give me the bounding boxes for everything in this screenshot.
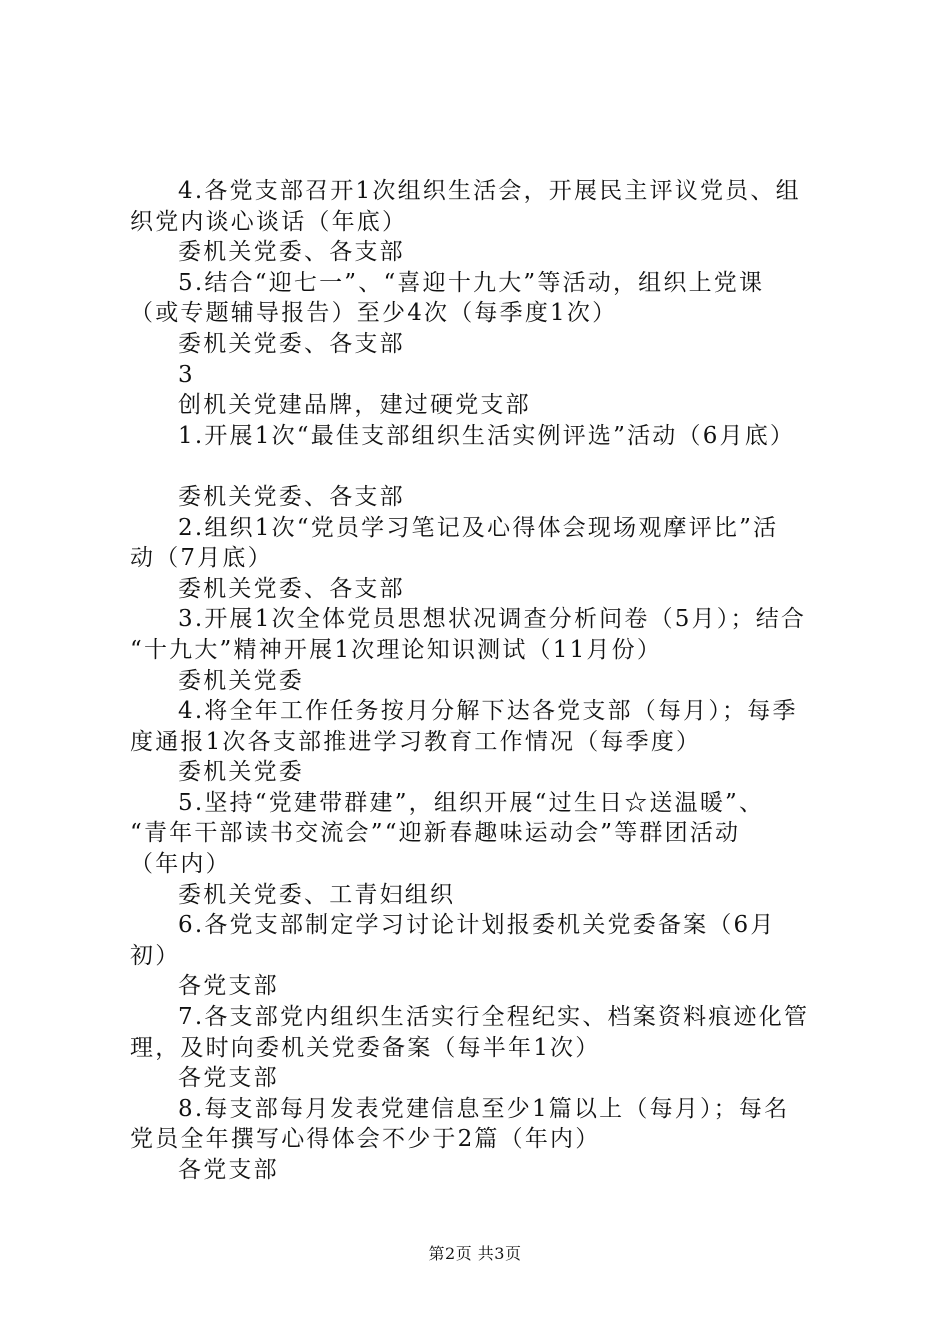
text-line: 初） [130,942,181,969]
text-line: 2.组织1次“党员学习笔记及心得体会现场观摩评比”活 [178,514,779,541]
text-line: “十九大”精神开展1次理论知识测试（11月份） [130,636,663,663]
text-line: 8.每支部每月发表党建信息至少1篇以上（每月）；每名 [178,1095,790,1122]
text-line: （年内） [130,851,231,878]
text-line: 委机关党委 [178,667,304,694]
text-line: 委机关党委、工青妇组织 [178,881,456,908]
section-number: 3 [178,361,195,388]
document-body [130,176,830,1186]
section-title: 创机关党建品牌，建过硬党支部 [178,392,531,419]
text-line: 5.坚持“党建带群建”，组织开展“过生日☆送温暖”、 [178,789,765,816]
text-line: 7.各支部党内组织生活实行全程纪实、档案资料痕迹化管 [178,1004,810,1031]
text-line: 4.各党支部召开1次组织生活会，开展民主评议党员、组 [178,178,801,204]
text-line: 度通报1次各支部推进学习教育工作情况（每季度） [130,728,702,755]
text-line: 4.将全年工作任务按月分解下达各党支部（每月）；每季 [178,698,798,725]
text-line: 委机关党委、各支部 [178,483,405,510]
text-line: 党员全年撰写心得体会不少于2篇（年内） [130,1126,601,1153]
text-line: 织党内谈心谈话（年底） [130,208,408,235]
text-line: 委机关党委、各支部 [178,239,405,266]
text-line: 各党支部 [178,1157,279,1183]
text-line: 各党支部 [178,973,279,1000]
page-footer: 第2页 共3页 [428,1244,522,1263]
text-line: 理，及时向委机关党委备案（每半年1次） [130,1034,601,1061]
text-line: 3.开展1次全体党员思想状况调查分析问卷（5月）；结合 [178,606,807,633]
text-line: 委机关党委、各支部 [178,575,405,602]
text-line: 动（7月底） [130,545,273,572]
text-line: 委机关党委 [178,759,304,786]
text-line: 委机关党委、各支部 [178,330,405,357]
text-line: （或专题辅导报告）至少4次（每季度1次） [130,300,618,327]
text-line: “青年干部读书交流会”“迎新春趣味运动会”等群团活动 [130,820,741,847]
text-line: 各党支部 [178,1065,279,1092]
text-line: 1.开展1次“最佳支部组织生活实例评选”活动（6月底） [178,422,796,449]
text-line: 6.各党支部制定学习讨论计划报委机关党委备案（6月 [178,912,776,939]
blank-line [130,451,830,482]
text-line: 5.结合“迎七一”、“喜迎十九大”等活动，组织上党课 [178,269,765,296]
